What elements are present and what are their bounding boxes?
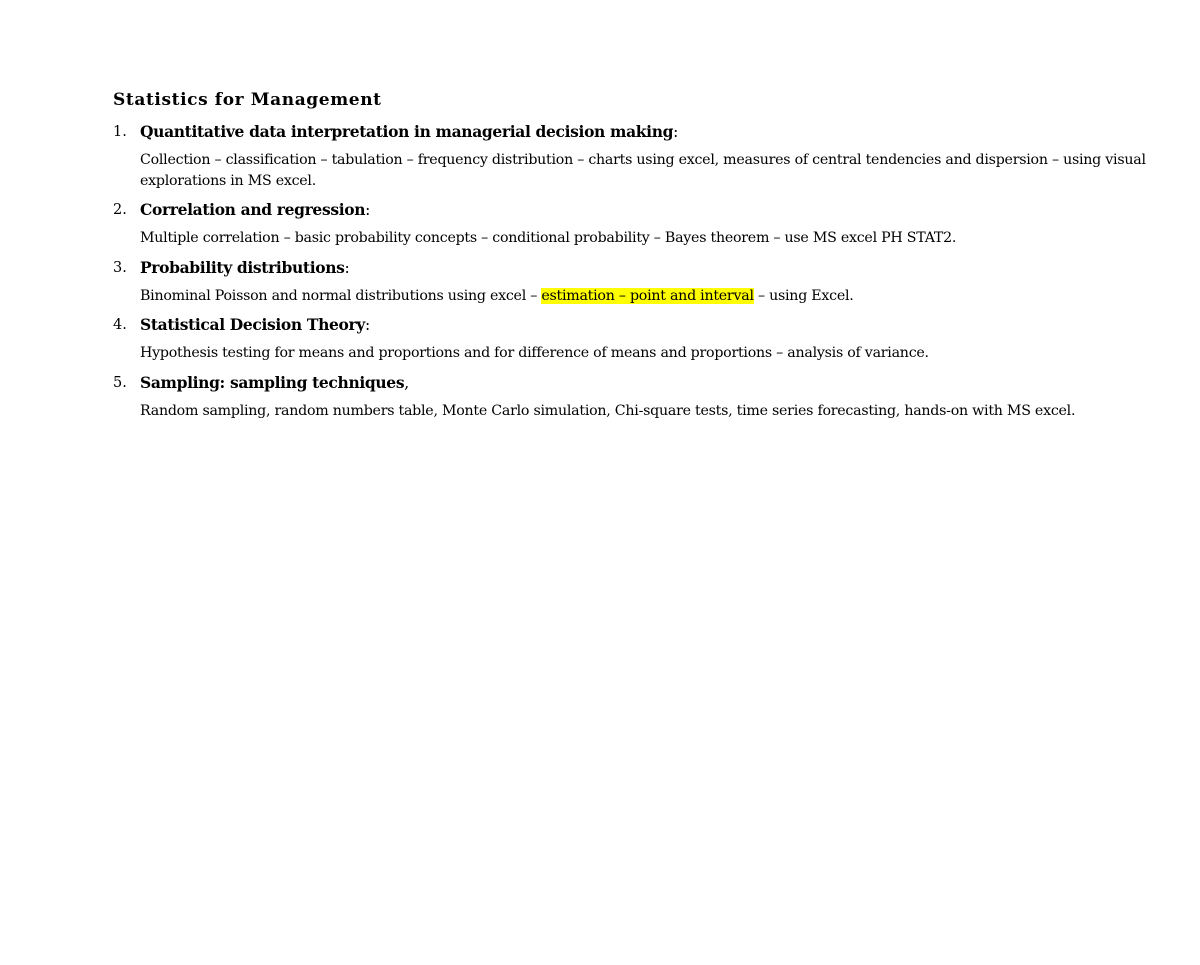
item-heading-text: Correlation and regression: [140, 200, 366, 219]
item-heading-punctuation: :: [364, 316, 371, 334]
document-page: [113, 88, 1173, 429]
document-title: Statistics for Management: [113, 90, 382, 110]
item-heading: [140, 372, 1173, 394]
item-heading-punctuation: :: [673, 123, 679, 141]
item-heading-punctuation: :: [365, 201, 371, 219]
list-item: [113, 372, 1173, 422]
item-body-text: – using Excel.: [753, 287, 854, 304]
item-heading-text: Probability distributions: [140, 257, 345, 277]
item-heading-punctuation: :: [344, 258, 350, 277]
item-heading-text: Quantitative data interpretation in managerial decision making: [140, 122, 674, 141]
item-heading-text: Sampling: sampling techniques: [140, 372, 405, 392]
item-heading: [140, 257, 1173, 279]
list-item: [113, 257, 1173, 307]
item-heading-punctuation: ,: [404, 373, 410, 392]
item-heading: [140, 199, 1173, 221]
list-item: [113, 199, 1173, 249]
list-item: [113, 121, 1173, 191]
item-body: Collection – classification – tabulation – frequency distribution – charts using excel, measures of central tendencies and dispersion – using visual explorations in MS excel.: [140, 152, 1146, 189]
item-heading: [140, 121, 1173, 143]
item-heading-text: Statistical Decision Theory: [140, 315, 365, 334]
item-body: Random sampling, random numbers table, Monte Carlo simulation, Chi-square tests, time series forecasting, hands-on with MS excel.: [140, 402, 1076, 419]
item-number: 5.: [113, 374, 127, 391]
list-item: [113, 314, 1173, 364]
item-number: 1.: [113, 124, 127, 140]
item-heading: [140, 314, 1173, 336]
highlighted-text: estimation – point and interval: [541, 287, 754, 304]
item-body-text: Binominal Poisson and normal distributions using excel –: [140, 287, 542, 304]
item-number: 4.: [113, 317, 127, 333]
item-body: Hypothesis testing for means and proportions and for difference of means and proportions – analysis of variance.: [140, 345, 929, 361]
item-body: Multiple correlation – basic probability concepts – conditional probability – Bayes theorem – use MS excel PH STAT2.: [140, 230, 957, 246]
item-number: 2.: [113, 202, 127, 218]
syllabus-list: [113, 121, 1173, 421]
item-body: [140, 286, 1170, 307]
item-number: 3.: [113, 259, 127, 276]
